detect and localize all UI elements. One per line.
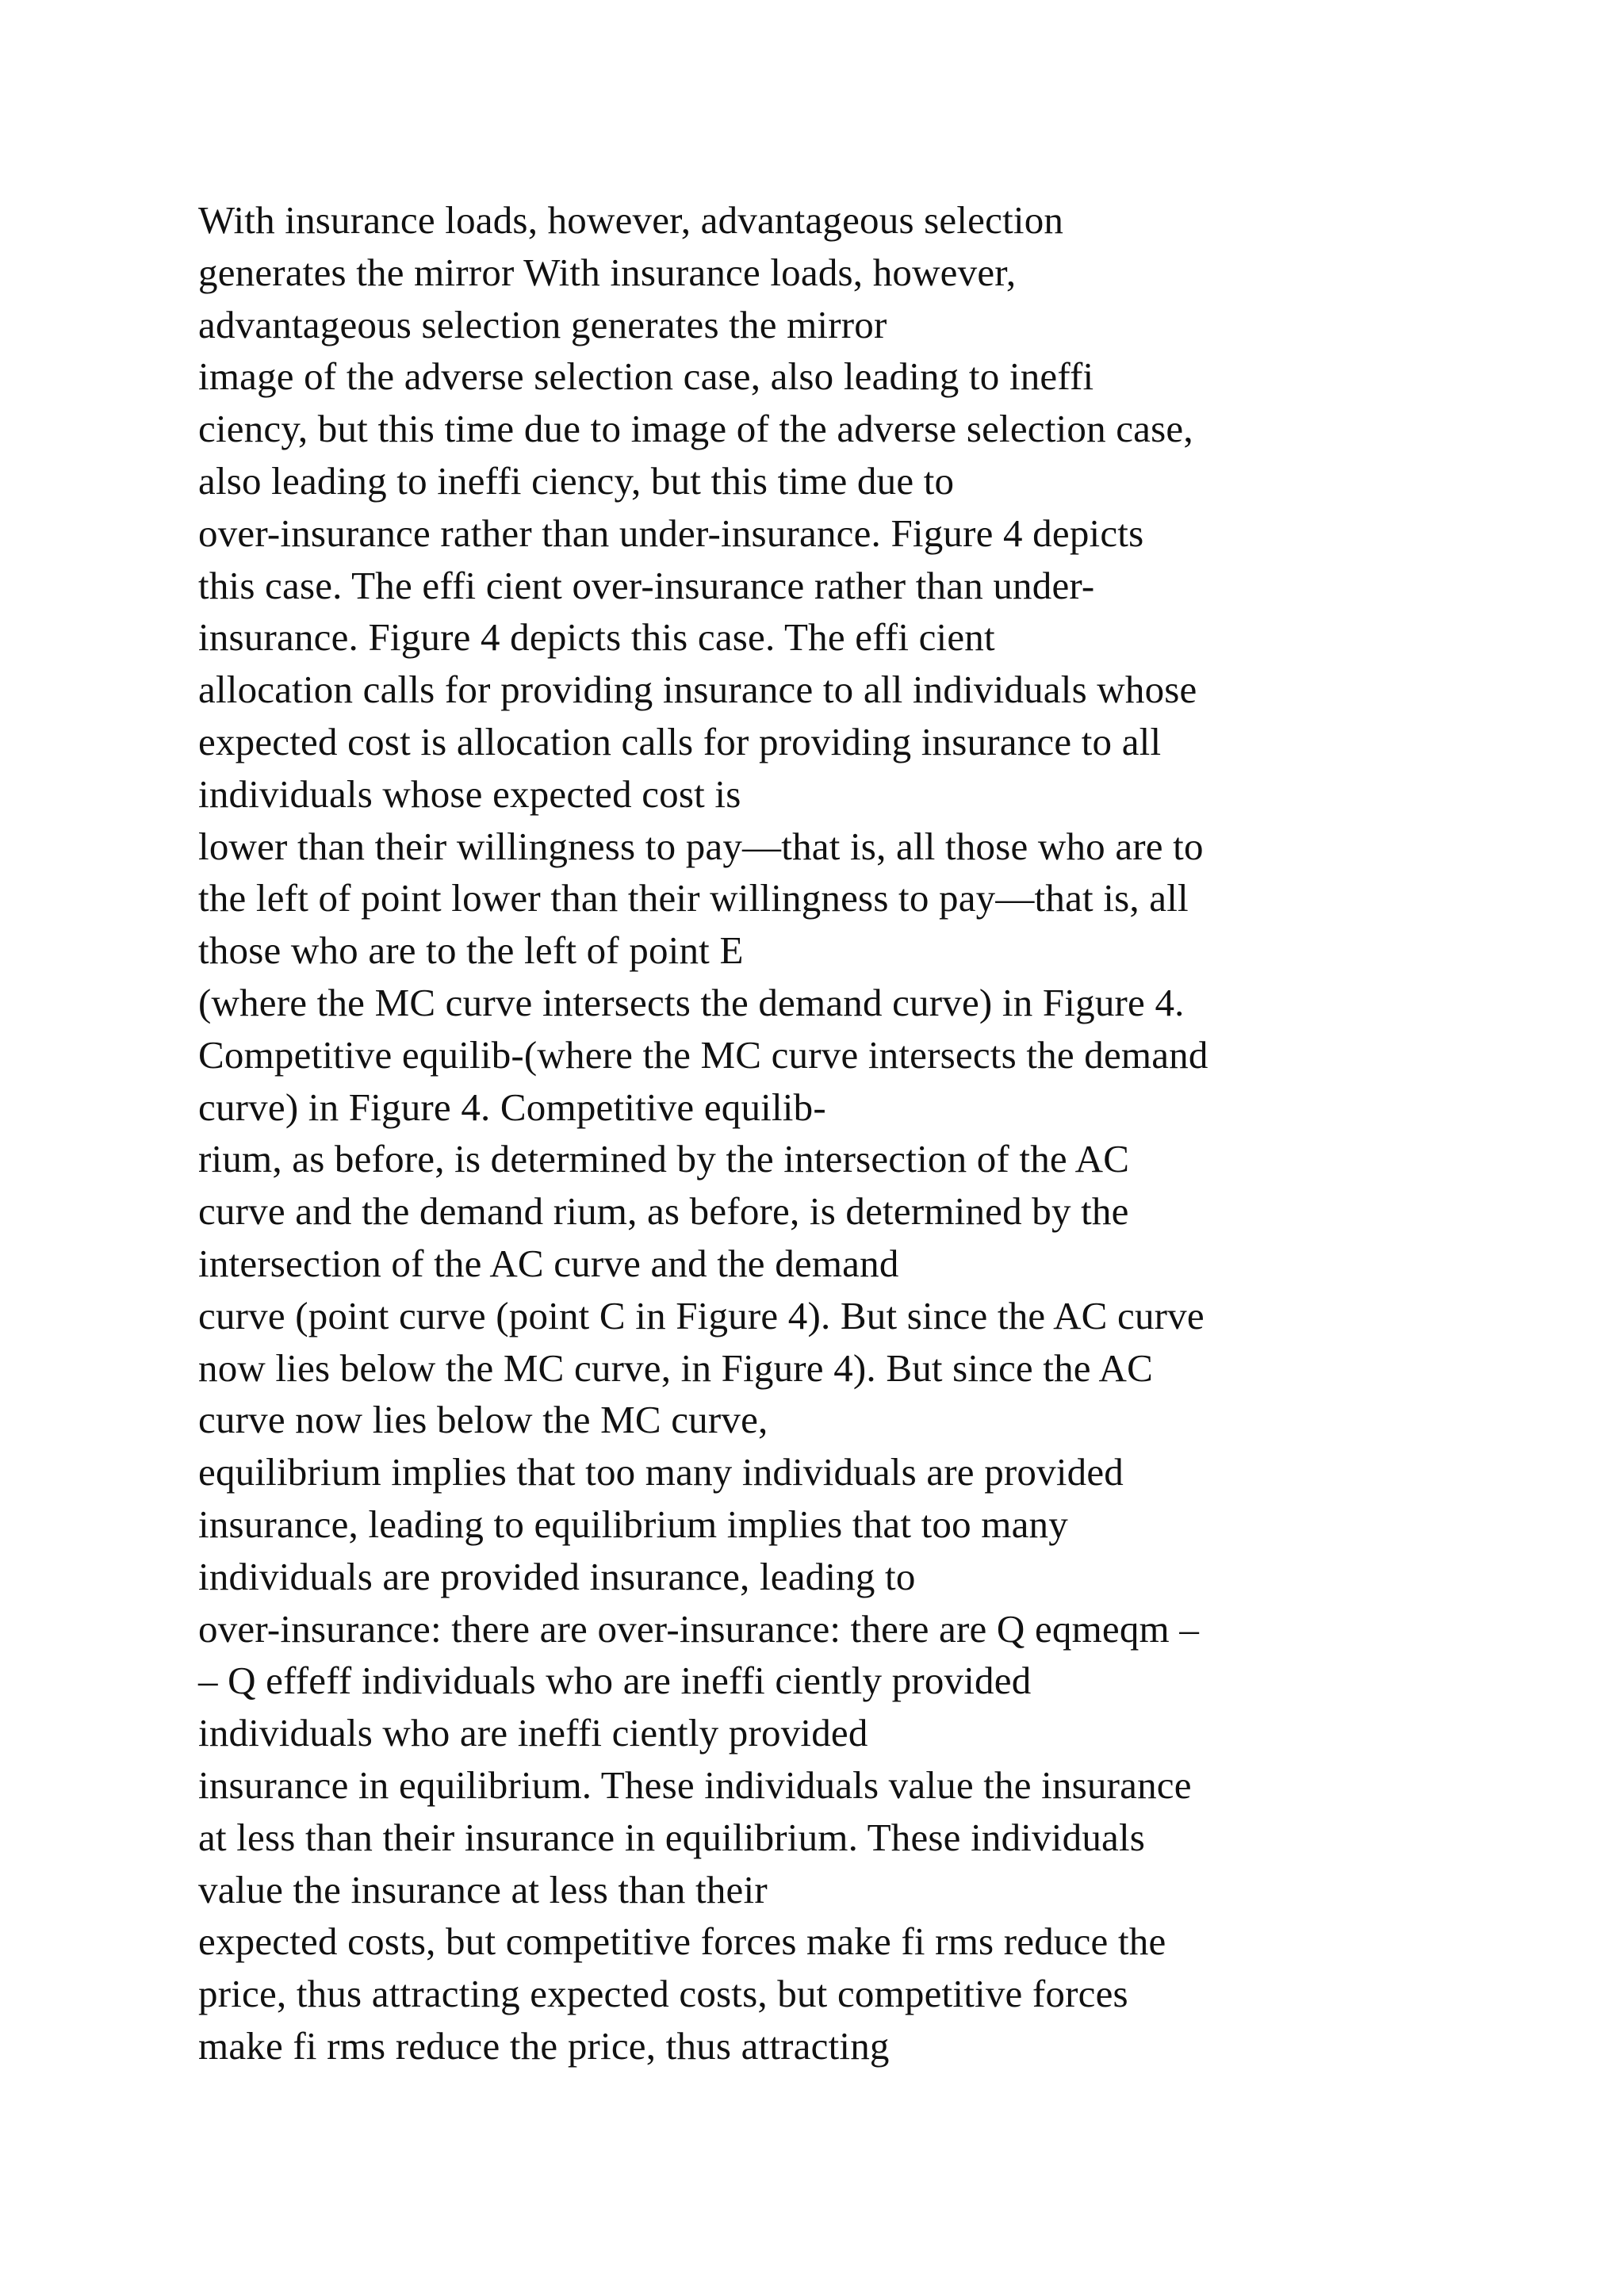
text-line: allocation calls for providing insurance to all individuals whose bbox=[198, 668, 1197, 712]
text-line: image of the adverse selection case, also leading to ineffi bbox=[198, 354, 1094, 399]
text-line: curve (point curve (point C in Figure 4). But since the AC curve bbox=[198, 1293, 1205, 1337]
text-line: With insurance loads, however, advantageous selection bbox=[198, 198, 1064, 242]
text-line: individuals who are ineffi ciently provided bbox=[198, 1711, 868, 1755]
text-line: – Q effeff individuals who are ineffi ciently provided bbox=[198, 1659, 1032, 1703]
text-line: now lies below the MC curve, in Figure 4). But since the AC bbox=[198, 1345, 1153, 1390]
text-line: curve and the demand rium, as before, is determined by the bbox=[198, 1189, 1129, 1234]
text-line: curve) in Figure 4. Competitive equilib- bbox=[198, 1085, 826, 1129]
text-line: price, thus attracting expected costs, but competitive forces bbox=[198, 1972, 1128, 2016]
text-line: make fi rms reduce the price, thus attracting bbox=[198, 2023, 890, 2068]
text-line: individuals are provided insurance, leading to bbox=[198, 1554, 916, 1598]
text-line: this case. The effi cient over-insurance rather than under- bbox=[198, 563, 1095, 607]
text-line: over-insurance: there are over-insurance: there are Q eqmeqm – bbox=[198, 1606, 1200, 1651]
text-line: the left of point lower than their willingness to pay—that is, all bbox=[198, 876, 1189, 920]
text-line: equilibrium implies that too many individuals are provided bbox=[198, 1450, 1124, 1494]
text-line: intersection of the AC curve and the demand bbox=[198, 1241, 899, 1285]
text-line: advantageous selection generates the mirror bbox=[198, 302, 887, 346]
text-line: over-insurance rather than under-insurance. Figure 4 depicts bbox=[198, 511, 1144, 555]
text-line: value the insurance at less than their bbox=[198, 1867, 768, 1911]
text-line: (where the MC curve intersects the demand curve) in Figure 4. bbox=[198, 980, 1185, 1024]
text-line: curve now lies below the MC curve, bbox=[198, 1398, 768, 1442]
text-line: individuals whose expected cost is bbox=[198, 771, 741, 816]
text-line: expected cost is allocation calls for providing insurance to all bbox=[198, 719, 1162, 763]
text-line: expected costs, but competitive forces make fi rms reduce the bbox=[198, 1919, 1166, 1964]
text-line: rium, as before, is determined by the intersection of the AC bbox=[198, 1137, 1130, 1181]
text-line: insurance. Figure 4 depicts this case. The effi cient bbox=[198, 615, 995, 660]
text-line: insurance, leading to equilibrium implies that too many bbox=[198, 1502, 1068, 1546]
text-line: generates the mirror With insurance loads, however, bbox=[198, 250, 1017, 294]
text-line: at less than their insurance in equilibrium. These individuals bbox=[198, 1815, 1146, 1859]
text-line: lower than their willingness to pay—that is, all those who are to bbox=[198, 824, 1204, 868]
text-line: ciency, but this time due to image of the adverse selection case, bbox=[198, 407, 1193, 451]
text-line: also leading to ineffi ciency, but this time due to bbox=[198, 458, 955, 503]
text-line: insurance in equilibrium. These individuals value the insurance bbox=[198, 1762, 1192, 1807]
text-line: those who are to the left of point E bbox=[198, 928, 744, 973]
body-text bbox=[198, 194, 1451, 2072]
text-line: Competitive equilib-(where the MC curve intersects the demand bbox=[198, 1032, 1208, 1077]
